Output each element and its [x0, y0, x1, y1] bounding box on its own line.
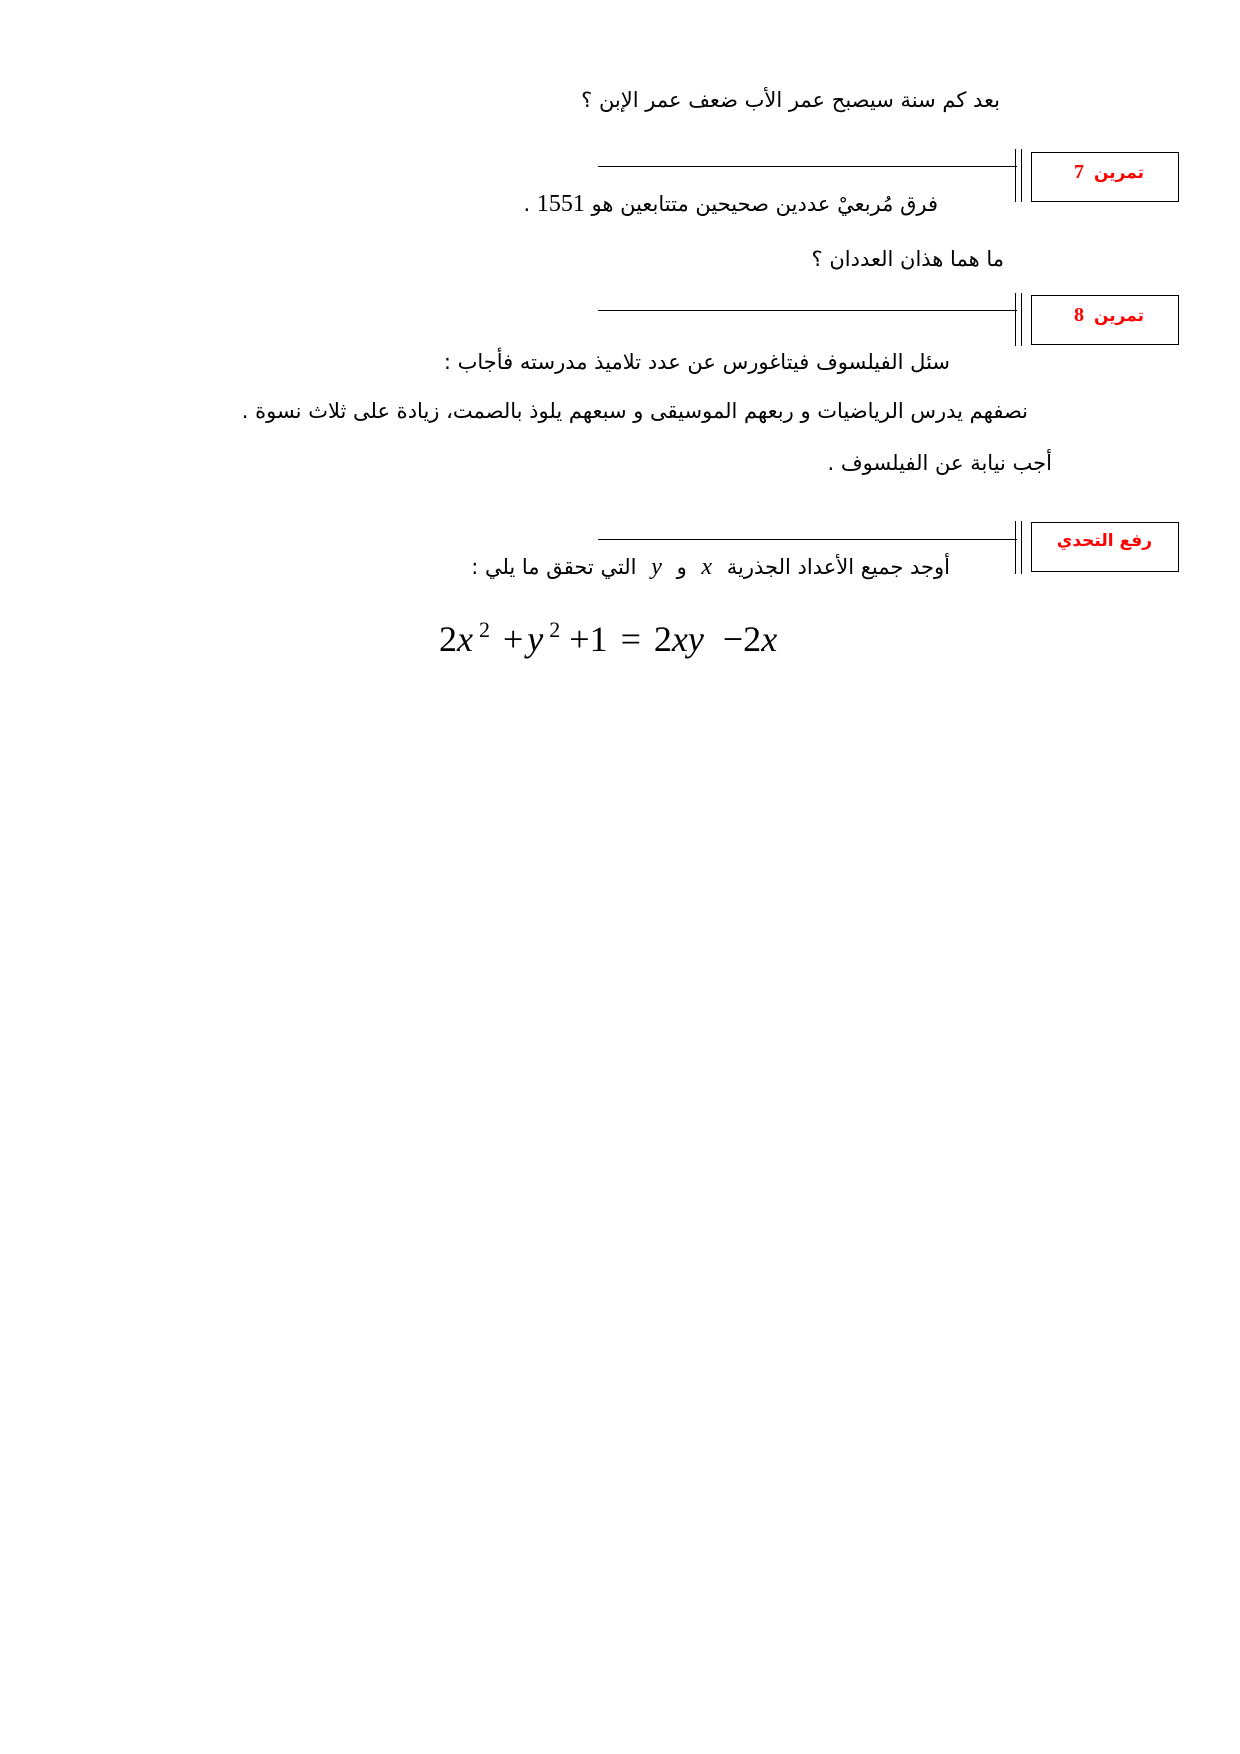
exercise-8-task: أجب نيابة عن الفيلسوف . [827, 451, 1052, 475]
eq-plus-1: + [502, 619, 524, 659]
exercise-7-statement-text: فرق مُربعيْ عددين صحيحين متتابعين هو [591, 192, 938, 216]
challenge-text-b: التي تحقق ما يلي : [471, 555, 637, 579]
exercise-7-rule [598, 166, 1017, 167]
eq-power-1: 2 [478, 617, 490, 642]
exercise-8-riddle: نصفهم يدرس الرياضيات و ربعهم الموسيقى و سبعهم يلوذ بالصمت، زيادة على ثلاث نسوة . [241, 399, 1028, 423]
eq-plus-one: +1 [569, 619, 608, 659]
exercise-8-statement: سئل الفيلسوف فيتاغورس عن عدد تلاميذ مدرسته فأجاب : [443, 350, 950, 374]
exercise-8-rule [598, 310, 1017, 311]
challenge-divider-left [1015, 521, 1016, 574]
exercise-7-question: ما هما هذان العددان ؟ [811, 247, 1004, 271]
exercise-7-divider-right [1021, 149, 1022, 202]
exercise-8-box [1031, 295, 1179, 345]
exercise-7-label-word: تمرين [1093, 163, 1144, 183]
eq-var-x: x [457, 619, 473, 659]
father-age-question: بعد كم سنة سيصبح عمر الأب ضعف عمر الإبن ؟ [581, 88, 1000, 112]
exercise-7-number: 7 [1073, 161, 1084, 183]
exercise-7-statement [523, 190, 938, 218]
challenge-divider-right [1021, 521, 1022, 574]
exercise-8-label [1074, 304, 1144, 327]
eq-var-xy: xy [671, 619, 704, 659]
challenge-statement [471, 553, 950, 581]
eq-var-x-2: x [761, 619, 778, 659]
eq-coef-1: 2 [439, 619, 457, 659]
challenge-rule [598, 539, 1017, 540]
exercise-7-divider-left [1015, 149, 1016, 202]
exercise-8-divider-left [1015, 293, 1016, 346]
eq-var-y: y [527, 619, 544, 659]
challenge-label-text: رفع التحدي [1056, 531, 1152, 551]
exercise-7-label [1074, 161, 1144, 184]
exercise-7-period: . [523, 192, 531, 216]
eq-coef-2: 2 [653, 619, 672, 659]
challenge-label [1057, 531, 1152, 551]
challenge-var-x: x [701, 554, 713, 580]
exercise-8-number: 8 [1073, 304, 1084, 326]
eq-minus-two: −2 [722, 619, 762, 659]
exercise-7-box [1031, 152, 1179, 202]
eq-equals: = [620, 619, 641, 659]
challenge-and: و [676, 555, 687, 579]
exercise-7-number-1551: 1551 [536, 191, 585, 217]
challenge-text-a: أوجد جميع الأعداد الجذرية [726, 555, 950, 579]
eq-power-2: 2 [549, 617, 561, 642]
challenge-var-y: y [651, 554, 662, 580]
challenge-box [1031, 522, 1179, 572]
exercise-8-label-word: تمرين [1093, 306, 1144, 326]
exercise-8-divider-right [1021, 293, 1022, 346]
challenge-equation [439, 608, 777, 661]
